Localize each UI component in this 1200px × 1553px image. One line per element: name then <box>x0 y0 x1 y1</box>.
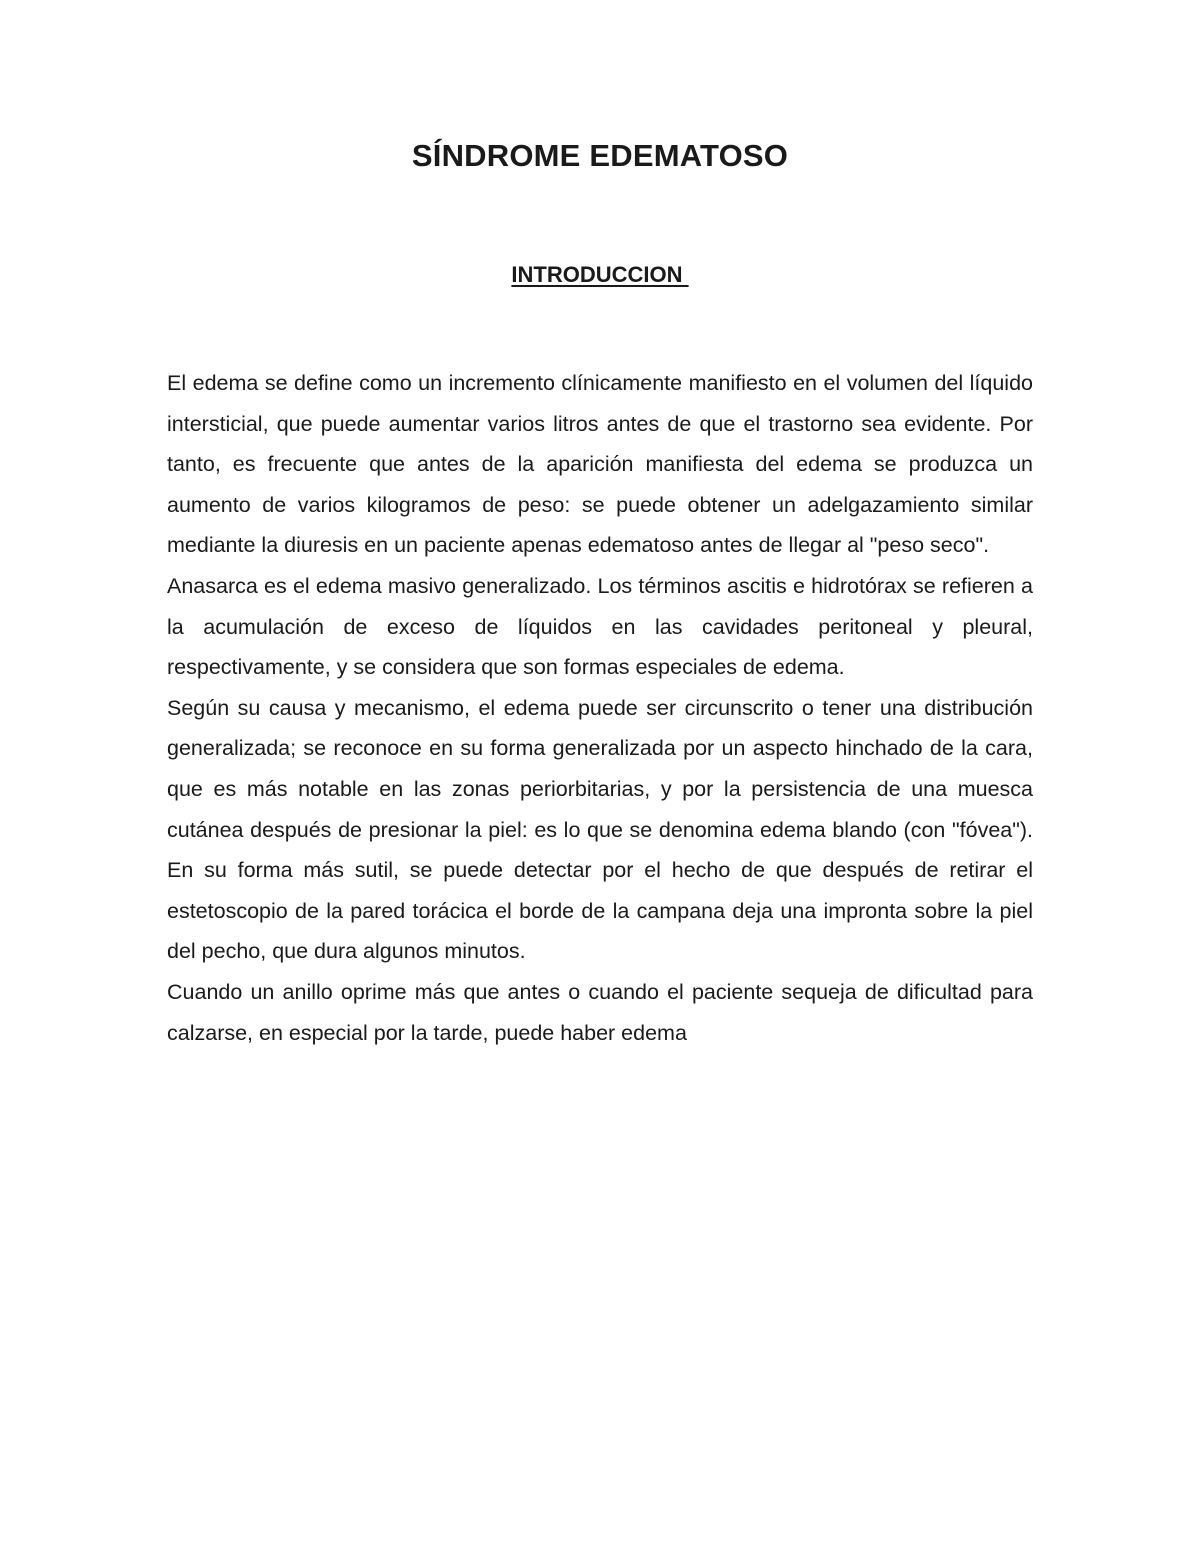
document-body <box>167 363 1033 1053</box>
paragraph-definition: El edema se define como un incremento clínicamente manifiesto en el volumen del líquido intersticial, que puede aumentar varios litros antes de que el trastorno sea evidente. Por tanto, es frecuente que antes de la aparición manifiesta del edema se produzca un aumento de varios kilogramos de peso: se puede obtener un adelgazamiento similar mediante la diuresis en un paciente apenas edematoso antes de llegar al "peso seco". <box>167 371 1033 558</box>
section-heading <box>0 262 1200 288</box>
section-heading-text: INTRODUCCION <box>511 262 689 287</box>
paragraph-signos: Cuando un anillo oprime más que antes o cuando el paciente sequeja de dificultad para calzarse, en especial por la tarde, puede haber edema <box>167 979 1033 1045</box>
paragraph-anasarca: Anasarca es el edema masivo generalizado. Los términos ascitis e hidrotórax se refieren a la acumulación de exceso de líquidos en las cavidades peritoneal y pleural, respectivamente, y se considera que son formas especiales de edema. <box>167 573 1033 680</box>
document-title: SÍNDROME EDEMATOSO <box>411 138 789 173</box>
paragraph-causa-mecanismo: Según su causa y mecanismo, el edema puede ser circunscrito o tener una distribución generalizada; se reconoce en su forma generalizada por un aspecto hinchado de la cara, que es más notable en las zonas periorbitarias, y por la persistencia de una muesca cutánea después de presionar la piel: es lo que se denomina edema blando (con "fóvea"). En su forma más sutil, se puede detectar por el hecho de que después de retirar el estetoscopio de la pared torácica el borde de la campana deja una impronta sobre la piel del pecho, que dura algunos minutos. <box>167 695 1033 964</box>
